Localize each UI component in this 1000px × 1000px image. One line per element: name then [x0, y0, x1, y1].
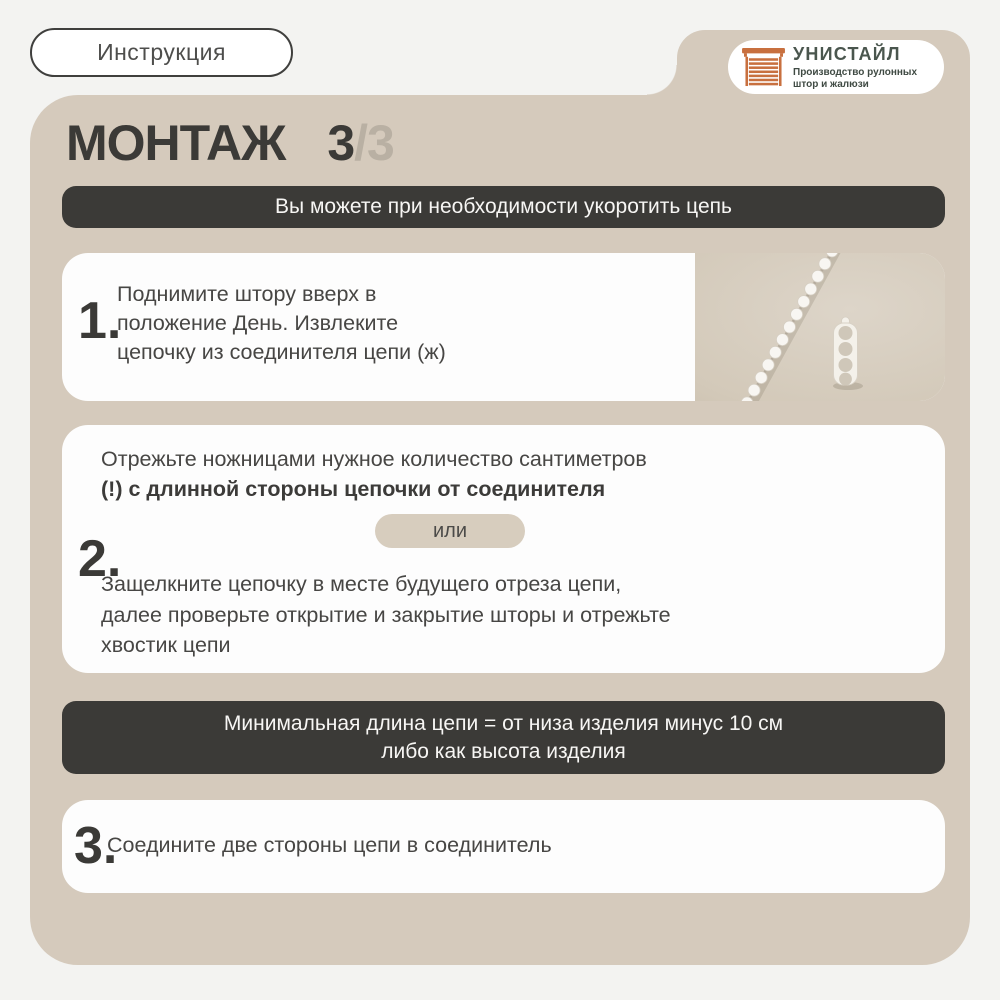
step-2-alt-text — [101, 569, 671, 661]
bead-chain — [741, 253, 838, 401]
banner-shorten-chain-text: Вы можете при необходимости укоротить цепь — [275, 195, 732, 218]
window-blinds-icon — [742, 48, 785, 87]
step-3-number: 3. — [74, 817, 118, 875]
step-counter-total: /3 — [354, 115, 394, 171]
step-1-line-1: Поднимите штору вверх в — [117, 282, 377, 306]
brand-tagline — [793, 67, 917, 90]
instruction-chip-label: Инструкция — [97, 39, 226, 65]
step-1-line-3: цепочку из соединителя цепи (ж) — [117, 340, 446, 364]
title-text: МОНТАЖ — [66, 115, 286, 171]
step-counter-current: 3 — [327, 115, 355, 171]
brand-logo — [728, 40, 944, 94]
step-2-cut-text — [101, 445, 647, 504]
brand-tagline-line-2: штор и жалюзи — [793, 78, 869, 90]
step-2-card — [62, 425, 945, 673]
main-card — [30, 95, 970, 965]
step-1-card — [62, 253, 945, 401]
or-chip-label: или — [432, 520, 467, 542]
or-chip — [375, 514, 525, 548]
instruction-chip — [30, 28, 293, 77]
step-2-alt-line-1: Защелкните цепочку в месте будущего отреза цепи, — [101, 572, 622, 596]
step-2-number: 2. — [78, 530, 122, 588]
step-2-cut-line-1: Отрежьте ножницами нужное количество сантиметров — [101, 447, 647, 471]
bead-chain-illustration — [695, 253, 945, 401]
step-2-alt-line-2: далее проверьте открытие и закрытие шторы и отрежьте — [101, 602, 671, 627]
step-1-number: 1. — [78, 292, 122, 350]
banner-min-chain-length-line-1: Минимальная длина цепи = от низа изделия минус 10 см — [223, 712, 784, 735]
chain-photo — [695, 253, 945, 401]
step-2-cut-line-2-bold: (!) с длинной стороны цепочки от соединителя — [101, 476, 606, 501]
step-2-alt-line-3: хвостик цепи — [101, 633, 231, 657]
chain-connector — [833, 317, 863, 390]
tab-fillet-shape — [647, 65, 677, 96]
brand-tagline-line-1: Производство рулонных — [793, 67, 918, 78]
step-1-line-2: положение День. Извлеките — [117, 311, 399, 335]
brand-logo-text — [793, 44, 917, 90]
step-3-card — [62, 800, 945, 893]
page-title — [66, 117, 394, 170]
brand-name: УНИСТАЙЛ — [793, 44, 901, 64]
step-1-text — [117, 280, 446, 367]
step-3-text: Соедините две стороны цепи в соединитель — [107, 833, 552, 857]
banner-min-chain-length-line-2: либо как высота изделия — [381, 739, 626, 763]
banner-shorten-chain — [62, 186, 945, 228]
banner-min-chain-length — [62, 701, 945, 774]
